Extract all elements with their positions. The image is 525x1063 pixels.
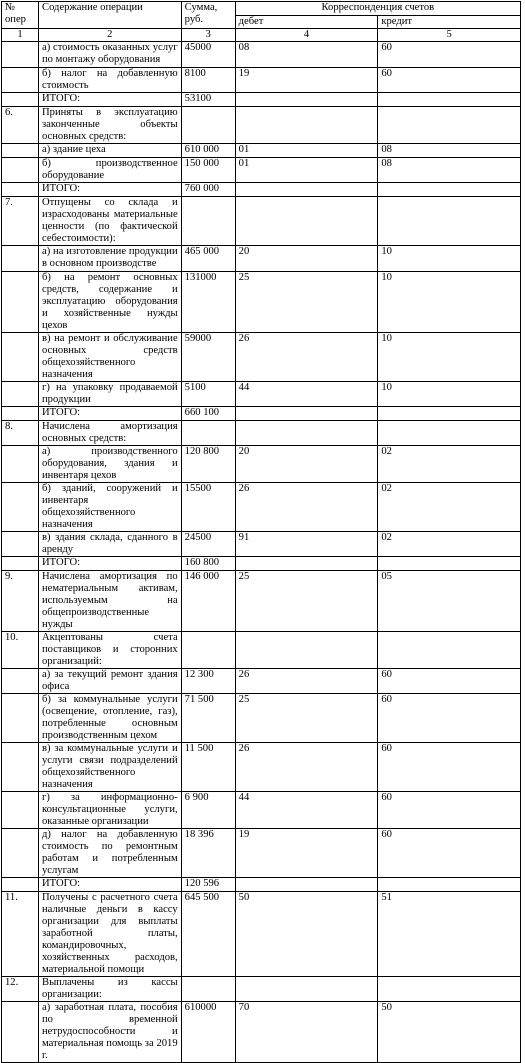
column-index-row: [2, 29, 521, 42]
op-number-cell: 12.: [2, 977, 39, 1002]
debit-cell: 26: [235, 669, 378, 694]
operation-content-cell: ИТОГО:: [39, 93, 182, 107]
amount-cell: 146 000: [181, 571, 235, 632]
operations-table: [1, 1, 521, 1063]
amount-cell: [181, 197, 235, 246]
amount-cell: 15500: [181, 483, 235, 532]
table-row: [2, 571, 521, 632]
debit-cell: [235, 107, 378, 144]
column-index: 1: [2, 29, 39, 42]
column-index: 4: [235, 29, 378, 42]
credit-cell: 05: [378, 571, 521, 632]
table-row: [2, 183, 521, 197]
column-index: 5: [378, 29, 521, 42]
amount-cell: 24500: [181, 532, 235, 557]
operation-content-cell: Акцептованы счета поставщиков и сторонних организаций:: [39, 632, 182, 669]
table-row: [2, 743, 521, 792]
credit-cell: 60: [378, 68, 521, 93]
amount-cell: [181, 421, 235, 446]
debit-cell: 26: [235, 743, 378, 792]
table-row: [2, 68, 521, 93]
table-row: [2, 42, 521, 68]
debit-cell: [235, 878, 378, 892]
debit-cell: 91: [235, 532, 378, 557]
credit-cell: 10: [378, 382, 521, 407]
credit-cell: [378, 183, 521, 197]
operation-content-cell: ИТОГО:: [39, 557, 182, 571]
debit-cell: 25: [235, 272, 378, 333]
amount-cell: 645 500: [181, 892, 235, 977]
op-number-cell: 6.: [2, 107, 39, 144]
operation-content-cell: Начислена амортизация по нематериальным активам, используемым на общепроизводственные нужды: [39, 571, 182, 632]
debit-cell: 01: [235, 158, 378, 183]
credit-cell: 51: [378, 892, 521, 977]
operation-content-cell: Получены с расчетного счета наличные деньги в кассу организации для выплаты заработной платы, командировочных, хозяйственных расходов, материальной помощи: [39, 892, 182, 977]
credit-cell: 60: [378, 743, 521, 792]
operation-content-cell: Начислена амортизация основных средств:: [39, 421, 182, 446]
debit-cell: [235, 557, 378, 571]
debit-cell: [235, 183, 378, 197]
op-number-cell: 9.: [2, 571, 39, 632]
operation-content-cell: ИТОГО:: [39, 407, 182, 421]
table-row: [2, 1002, 521, 1063]
operation-content-cell: б) налог на добавленную стоимость: [39, 68, 182, 93]
credit-cell: 50: [378, 1002, 521, 1063]
operation-content-cell: в) на ремонт и обслуживание основных средств общехозяйственного назначения: [39, 333, 182, 382]
debit-cell: 26: [235, 333, 378, 382]
operation-content-cell: д) налог на добавленную стоимость по ремонтным работам и потребленным услугам: [39, 829, 182, 878]
amount-cell: 131000: [181, 272, 235, 333]
credit-cell: [378, 557, 521, 571]
amount-cell: 18 396: [181, 829, 235, 878]
credit-cell: [378, 878, 521, 892]
operation-content-cell: в) здания склада, сданного в аренду: [39, 532, 182, 557]
operation-content-cell: ИТОГО:: [39, 183, 182, 197]
op-number-cell: [2, 183, 39, 197]
table-row: [2, 532, 521, 557]
op-number-cell: 8.: [2, 421, 39, 446]
table-row: [2, 107, 521, 144]
table-row: [2, 483, 521, 532]
op-number-cell: [2, 532, 39, 557]
table-row: [2, 333, 521, 382]
operation-content-cell: б) производственное оборудование: [39, 158, 182, 183]
op-number-cell: 7.: [2, 197, 39, 246]
amount-cell: 610 000: [181, 144, 235, 158]
credit-cell: [378, 197, 521, 246]
table-row: [2, 669, 521, 694]
header-credit: кредит: [378, 16, 521, 29]
amount-cell: [181, 977, 235, 1002]
op-number-cell: [2, 669, 39, 694]
header-operation-content: Содержание операции: [39, 2, 182, 29]
table-row: [2, 446, 521, 483]
amount-cell: 12 300: [181, 669, 235, 694]
debit-cell: [235, 93, 378, 107]
operations-table-body: [2, 2, 521, 1063]
credit-cell: 08: [378, 158, 521, 183]
column-index: 3: [181, 29, 235, 42]
credit-cell: [378, 93, 521, 107]
credit-cell: [378, 107, 521, 144]
op-number-cell: [2, 272, 39, 333]
operation-content-cell: в) за коммунальные услуги и услуги связи подразделений общехозяйственного назначения: [39, 743, 182, 792]
debit-cell: 26: [235, 483, 378, 532]
credit-cell: 02: [378, 446, 521, 483]
operation-content-cell: Отпущены со склада и израсходованы материальные ценности (по фактической себестоимости):: [39, 197, 182, 246]
debit-cell: 44: [235, 382, 378, 407]
amount-cell: [181, 107, 235, 144]
credit-cell: 08: [378, 144, 521, 158]
table-row: [2, 158, 521, 183]
credit-cell: 60: [378, 792, 521, 829]
amount-cell: 8100: [181, 68, 235, 93]
amount-cell: 660 100: [181, 407, 235, 421]
amount-cell: 120 800: [181, 446, 235, 483]
op-number-cell: [2, 694, 39, 743]
credit-cell: [378, 632, 521, 669]
credit-cell: [378, 407, 521, 421]
op-number-cell: 10.: [2, 632, 39, 669]
table-row: [2, 694, 521, 743]
credit-cell: [378, 977, 521, 1002]
header-op-number: № опер: [2, 2, 39, 29]
header-debit: дебет: [235, 16, 378, 29]
amount-cell: 160 800: [181, 557, 235, 571]
debit-cell: [235, 197, 378, 246]
credit-cell: 02: [378, 483, 521, 532]
debit-cell: 25: [235, 571, 378, 632]
op-number-cell: [2, 407, 39, 421]
amount-cell: 11 500: [181, 743, 235, 792]
table-row: [2, 246, 521, 272]
table-row: [2, 977, 521, 1002]
operation-content-cell: а) производственного оборудования, здания и инвентаря цехов: [39, 446, 182, 483]
op-number-cell: [2, 792, 39, 829]
operation-content-cell: Приняты в эксплуатацию законченные объекты основных средств:: [39, 107, 182, 144]
table-row: [2, 272, 521, 333]
header-account-correspondence: Корреспонденция счетов: [235, 2, 520, 16]
operation-content-cell: ИТОГО:: [39, 878, 182, 892]
credit-cell: [378, 421, 521, 446]
amount-cell: 610000: [181, 1002, 235, 1063]
operation-content-cell: а) на изготовление продукции в основном производстве: [39, 246, 182, 272]
table-row: [2, 144, 521, 158]
debit-cell: 01: [235, 144, 378, 158]
op-number-cell: [2, 158, 39, 183]
debit-cell: 50: [235, 892, 378, 977]
column-index: 2: [39, 29, 182, 42]
debit-cell: 44: [235, 792, 378, 829]
amount-cell: 6 900: [181, 792, 235, 829]
op-number-cell: [2, 333, 39, 382]
table-row: [2, 892, 521, 977]
credit-cell: 10: [378, 246, 521, 272]
debit-cell: 70: [235, 1002, 378, 1063]
credit-cell: 10: [378, 272, 521, 333]
table-row: [2, 632, 521, 669]
table-row: [2, 421, 521, 446]
debit-cell: [235, 977, 378, 1002]
amount-cell: 120 596: [181, 878, 235, 892]
debit-cell: 08: [235, 42, 378, 68]
debit-cell: 19: [235, 829, 378, 878]
op-number-cell: [2, 246, 39, 272]
op-number-cell: 11.: [2, 892, 39, 977]
debit-cell: 25: [235, 694, 378, 743]
operation-content-cell: а) за текущий ремонт здания офиса: [39, 669, 182, 694]
op-number-cell: [2, 144, 39, 158]
table-row: [2, 93, 521, 107]
credit-cell: 60: [378, 669, 521, 694]
table-row: [2, 407, 521, 421]
debit-cell: [235, 421, 378, 446]
debit-cell: 20: [235, 446, 378, 483]
op-number-cell: [2, 42, 39, 68]
operation-content-cell: г) на упаковку продаваемой продукции: [39, 382, 182, 407]
table-row: [2, 792, 521, 829]
amount-cell: 45000: [181, 42, 235, 68]
amount-cell: 150 000: [181, 158, 235, 183]
debit-cell: 19: [235, 68, 378, 93]
op-number-cell: [2, 446, 39, 483]
operation-content-cell: а) заработная плата, пособия по временной нетрудоспособности и материальная помощь за 2019 г.: [39, 1002, 182, 1063]
credit-cell: 60: [378, 829, 521, 878]
amount-cell: 465 000: [181, 246, 235, 272]
table-row: [2, 878, 521, 892]
operation-content-cell: а) стоимость оказанных услуг по монтажу оборудования: [39, 42, 182, 68]
credit-cell: 10: [378, 333, 521, 382]
credit-cell: 60: [378, 42, 521, 68]
debit-cell: [235, 632, 378, 669]
header-amount: Сумма, руб.: [181, 2, 235, 29]
op-number-cell: [2, 829, 39, 878]
operation-content-cell: б) на ремонт основных средств, содержание и эксплуатацию оборудования и хозяйственные нужды цехов: [39, 272, 182, 333]
operation-content-cell: Выплачены из кассы организации:: [39, 977, 182, 1002]
op-number-cell: [2, 557, 39, 571]
amount-cell: [181, 632, 235, 669]
operation-content-cell: а) здание цеха: [39, 144, 182, 158]
debit-cell: [235, 407, 378, 421]
table-row: [2, 557, 521, 571]
operation-content-cell: б) за коммунальные услуги (освещение, отопление, газ), потребленные основным производственным цехом: [39, 694, 182, 743]
operation-content-cell: г) за информационно-консультационные услуги, оказанные организации: [39, 792, 182, 829]
table-row: [2, 382, 521, 407]
amount-cell: 71 500: [181, 694, 235, 743]
amount-cell: 760 000: [181, 183, 235, 197]
credit-cell: 02: [378, 532, 521, 557]
header-row-1: [2, 2, 521, 16]
op-number-cell: [2, 483, 39, 532]
amount-cell: 59000: [181, 333, 235, 382]
amount-cell: 53100: [181, 93, 235, 107]
op-number-cell: [2, 1002, 39, 1063]
op-number-cell: [2, 382, 39, 407]
op-number-cell: [2, 93, 39, 107]
op-number-cell: [2, 743, 39, 792]
credit-cell: 60: [378, 694, 521, 743]
debit-cell: 20: [235, 246, 378, 272]
table-row: [2, 829, 521, 878]
amount-cell: 5100: [181, 382, 235, 407]
table-row: [2, 197, 521, 246]
op-number-cell: [2, 68, 39, 93]
operation-content-cell: б) зданий, сооружений и инвентаря общехозяйственного назначения: [39, 483, 182, 532]
op-number-cell: [2, 878, 39, 892]
